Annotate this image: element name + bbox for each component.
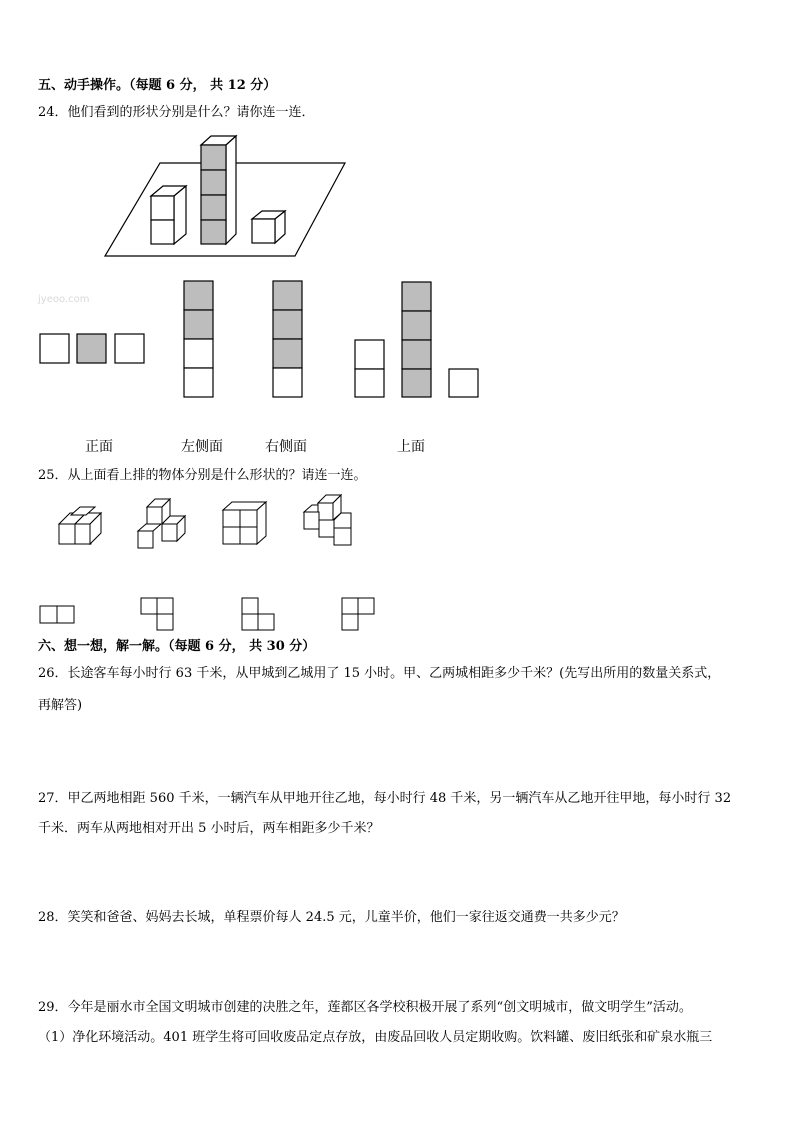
q25-object-3 <box>223 502 266 544</box>
q26-line1: 26．长途客车每小时行 63 千米，从甲城到乙城用了 15 小时。甲、乙两城相距多少千米？(先写出所用的数量关系式， <box>38 666 721 681</box>
q29-line2: （1）净化环境活动。401 班学生将可回收废品定点存放，由废品回收人员定期收购。饮料罐、废旧纸张和矿泉水瓶三 <box>38 1030 713 1045</box>
label-top: 上面 <box>397 439 425 455</box>
q25-object-2 <box>138 499 185 548</box>
q25-option-4 <box>342 598 374 630</box>
q25-object-4 <box>304 495 351 545</box>
choice-b-column <box>184 281 213 397</box>
left-stack <box>151 186 186 244</box>
watermark: jyeoo.com <box>38 294 90 305</box>
q26-line2: 再解答) <box>38 698 83 713</box>
q25-option-1 <box>40 606 74 623</box>
q24-text: 24．他们看到的形状分别是什么？请你连一连． <box>38 105 315 120</box>
choice-a-three-row <box>40 334 144 363</box>
label-left-side: 左侧面 <box>181 439 223 455</box>
q29-line1: 29．今年是丽水市全国文明城市创建的决胜之年，莲都区各学校积极开展了系列“创文明城市，做文明学生”活动。 <box>38 1000 692 1015</box>
q27-line1: 27．甲乙两地相距 560 千米，一辆汽车从甲地开往乙地，每小时行 48 千米，另一辆汽车从乙地开往甲地，每小时行 32 <box>38 791 732 806</box>
q27-line2: 千米．两车从两地相对开出 5 小时后，两车相距多少千米？ <box>38 821 380 836</box>
q25-option-3 <box>242 598 274 630</box>
tall-stack <box>201 136 236 244</box>
choice-d-group <box>355 282 478 397</box>
single-cube <box>252 211 285 243</box>
section6-heading: 六、想一想，解一解。（每题 6 分， 共 30 分） <box>38 639 316 654</box>
q25-object-1 <box>59 507 101 544</box>
q25-text: 25．从上面看上排的物体分别是什么形状的？请连一连。 <box>38 468 367 483</box>
q25-option-2 <box>141 598 173 630</box>
section5-heading: 五、动手操作。（每题 6 分， 共 12 分） <box>38 78 277 93</box>
label-front: 正面 <box>85 439 113 455</box>
q28-text: 28．笑笑和爸爸、妈妈去长城，单程票价每人 24.5 元，儿童半价，他们一家往返交通费一共多少元？ <box>38 910 625 925</box>
choice-c-column <box>273 281 302 397</box>
label-right-side: 右侧面 <box>265 439 307 455</box>
